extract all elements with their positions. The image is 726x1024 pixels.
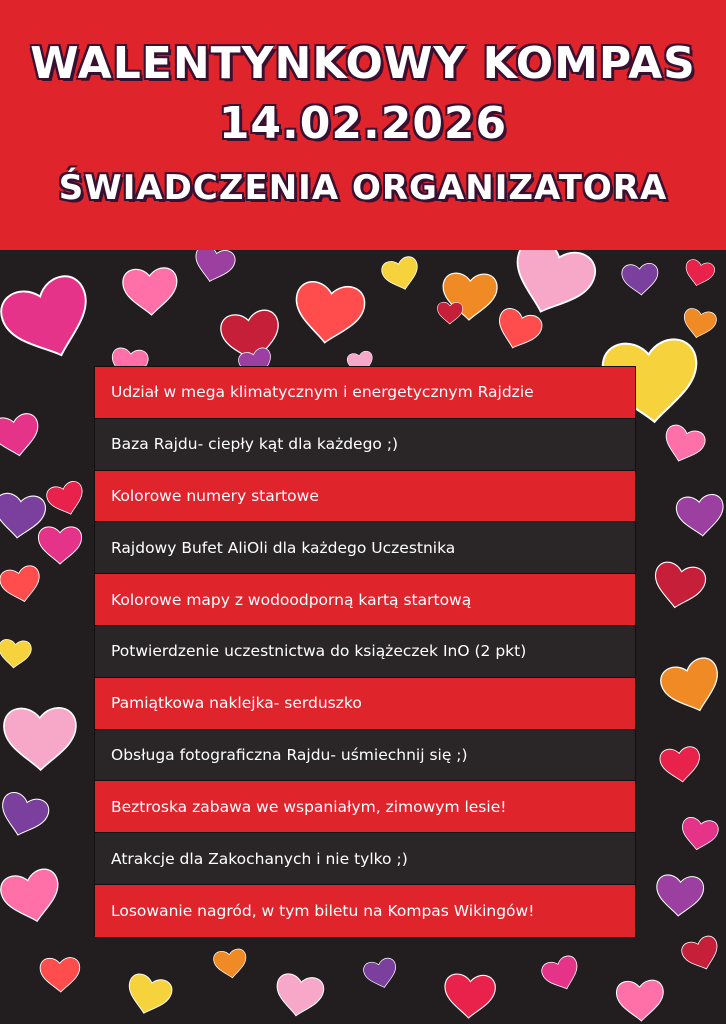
heart-icon	[213, 948, 249, 980]
heart-icon	[659, 746, 702, 785]
heart-icon	[0, 564, 44, 606]
heart-icon	[40, 957, 81, 992]
benefit-row: Obsługa fotograficzna Rajdu- uśmiechnij się ;)	[95, 730, 635, 782]
heart-icon	[539, 954, 583, 995]
heart-icon	[682, 258, 716, 289]
event-title: WALENTYNKOWY KOMPAS	[30, 38, 696, 89]
heart-icon	[362, 957, 400, 992]
heart-icon	[0, 412, 43, 460]
heart-icon	[679, 816, 720, 853]
event-date: 14.02.2026	[218, 98, 508, 149]
benefit-row: Pamiątkowa naklejka- serduszko	[95, 678, 635, 730]
heart-icon	[0, 639, 32, 670]
heart-icon	[655, 874, 704, 917]
heart-icon	[190, 250, 237, 286]
heart-icon	[122, 267, 178, 316]
benefit-row: Beztroska zabawa we wspaniałym, zimowym lesie!	[95, 781, 635, 833]
benefit-row: Losowanie nagród, w tym biletu na Kompas Wikingów!	[95, 885, 635, 937]
heart-icon	[650, 560, 708, 612]
heart-icon	[492, 306, 545, 355]
heart-icon	[616, 980, 665, 1023]
heart-icon	[273, 972, 326, 1019]
heart-icon	[380, 255, 423, 294]
benefit-row: Potwierdzenie uczestnictwa do książeczek InO (2 pkt)	[95, 626, 635, 678]
heart-icon	[45, 479, 88, 519]
benefits-list	[94, 366, 636, 936]
heart-icon	[437, 302, 463, 324]
heart-icon	[443, 973, 496, 1019]
section-subtitle: ŚWIADCZENIA ORGANIZATORA	[58, 168, 668, 208]
heart-icon	[660, 423, 708, 467]
heart-icon	[38, 527, 81, 564]
heart-icon	[679, 934, 723, 975]
heart-icon	[0, 790, 51, 842]
benefit-row: Rajdowy Bufet AliOli dla każdego Uczestnika	[95, 522, 635, 574]
heart-icon	[291, 280, 367, 348]
heart-icon	[0, 271, 102, 370]
benefit-row: Baza Rajdu- ciepły kąt dla każdego ;)	[95, 419, 635, 471]
heart-icon	[4, 708, 77, 771]
heart-icon	[680, 307, 717, 341]
benefit-row: Udział w mega klimatycznym i energetycznym Rajdzie	[95, 367, 635, 419]
benefit-row: Atrakcje dla Zakochanych i nie tylko ;)	[95, 833, 635, 885]
heart-icon	[0, 866, 65, 927]
heart-icon	[657, 654, 726, 719]
heart-icon	[123, 972, 174, 1019]
heart-icon	[621, 263, 659, 296]
heart-icon	[675, 493, 726, 538]
benefit-row: Kolorowe numery startowe	[95, 471, 635, 523]
benefit-row: Kolorowe mapy z wodoodporną kartą startową	[95, 574, 635, 626]
header-banner	[0, 0, 726, 250]
